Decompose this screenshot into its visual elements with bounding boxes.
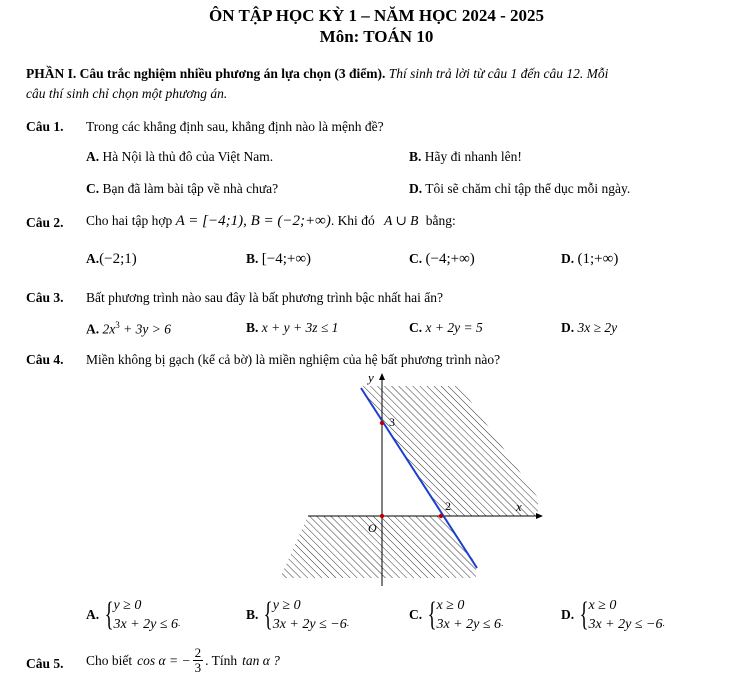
q2-option-d[interactable]: D. (1;+∞) <box>561 251 619 267</box>
q5-number: Câu 5. <box>26 656 64 671</box>
q5-text: Cho biết cos α = − $\frac{2}{3}$ . Tính tan α ? <box>86 645 280 675</box>
q1-option-d[interactable]: D. Tôi sẽ chăm chỉ tập thể dục mỗi ngày. <box>409 181 631 196</box>
x-intercept-label: 2 <box>445 499 451 513</box>
q3-number: Câu 3. <box>26 290 64 305</box>
origin-label: O <box>368 521 377 535</box>
q2-option-b[interactable]: B. [−4;+∞) <box>246 251 312 267</box>
q2-option-c[interactable]: C. (−4;+∞) <box>409 251 475 267</box>
q5-cos-expr: cos α = − <box>137 652 191 668</box>
part1-instruction: Thí sinh trả lời từ câu 1 đến câu 12. Mỗi <box>388 66 609 81</box>
q1-option-a[interactable]: A. Hà Nội là thủ đô của Việt Nam. <box>86 149 274 164</box>
hatch-region-right <box>360 386 538 516</box>
hatch-region-below <box>280 516 476 578</box>
q4-number: Câu 4. <box>26 352 64 367</box>
q1-option-c[interactable]: C. Bạn đã làm bài tập về nhà chưa? <box>86 181 279 196</box>
q2-option-a[interactable]: A.(−2;1) <box>86 251 137 267</box>
q1-text: Trong các khẳng định sau, khẳng định nào là mệnh đề? <box>86 119 384 134</box>
y-intercept-label: 3 <box>389 415 395 429</box>
q3-text: Bất phương trình nào sau đây là bất phương trình bậc nhất hai ẩn? <box>86 290 443 305</box>
q5-fraction: $\frac{2}{3}$ <box>194 645 202 675</box>
q4-text: Miền không bị gạch (kể cả bờ) là miền nghiệm của hệ bất phương trình nào? <box>86 352 501 367</box>
origin-point <box>380 514 384 518</box>
q4-option-a[interactable]: A. { y ≥ 0 3x + 2y ≤ 6 . <box>86 596 181 633</box>
q3-option-d[interactable]: D. 3x ≥ 2y <box>561 320 618 335</box>
y-axis-label: y <box>368 370 374 385</box>
q3-option-a[interactable]: A. $2x^3 + 3y > 6$ <box>86 320 171 337</box>
q3-option-b[interactable]: B. x + y + 3z ≤ 1 <box>246 320 339 335</box>
q5-tan-expr: tan α ? <box>242 652 280 668</box>
q2-text: Cho hai tập hợp A = [−4;1), B = (−2;+∞). Khi đó A ∪ B bằng: <box>86 213 456 229</box>
x-axis-label: x <box>516 499 522 514</box>
x-intercept-point <box>439 514 443 518</box>
q4-option-c[interactable]: C. { x ≥ 0 3x + 2y ≤ 6 . <box>409 596 504 633</box>
q4-option-d[interactable]: D. { x ≥ 0 3x + 2y ≤ −6 . <box>561 596 665 633</box>
q2-number: Câu 2. <box>26 215 64 230</box>
q2-union: A ∪ B <box>384 213 419 228</box>
q1-number: Câu 1. <box>26 119 64 134</box>
part1-heading-line <box>26 66 608 82</box>
subject-title: Môn: TOÁN 10 <box>319 27 434 46</box>
q2-sets: A = [−4;1), B = (−2;+∞) <box>175 213 331 229</box>
q4-option-b[interactable]: B. { y ≥ 0 3x + 2y ≤ −6 . <box>246 596 349 633</box>
q3-option-c[interactable]: C. x + 2y = 5 <box>409 320 483 335</box>
y-intercept-point <box>380 421 384 425</box>
q1-option-b[interactable]: B. Hãy đi nhanh lên! <box>409 149 522 164</box>
document-title: ÔN TẬP HỌC KỲ 1 – NĂM HỌC 2024 - 2025 <box>209 6 544 25</box>
part1-heading: PHẦN I. Câu trắc nghiệm nhiều phương án lựa chọn (3 điểm). <box>26 66 386 81</box>
q4-graph <box>260 368 560 593</box>
part1-instruction-cont: câu thí sinh chỉ chọn một phương án. <box>26 86 228 101</box>
